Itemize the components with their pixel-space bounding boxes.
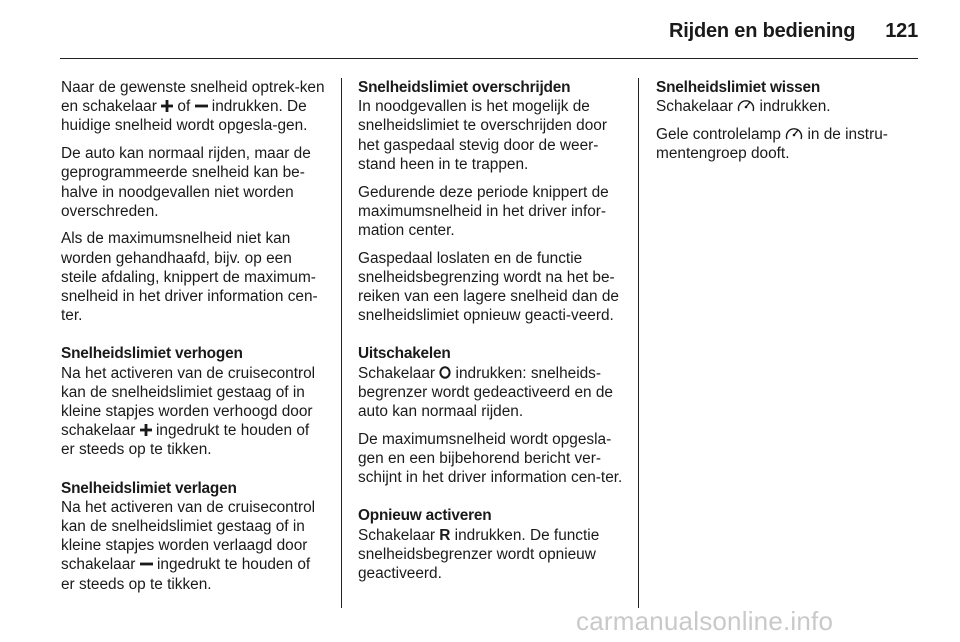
header-divider <box>60 58 918 59</box>
column-divider-1 <box>341 78 342 608</box>
page-title: Rijden en bediening <box>669 20 856 42</box>
paragraph: Schakelaar R indrukken. De functie snelheidsbegrenzer wordt opnieuw geactiveerd. <box>358 526 600 582</box>
section-heading: Snelheidslimiet verhogen <box>61 345 243 363</box>
paragraph: Schakelaar indrukken: snelheids-begrenzer wordt gedeactiveerd en de auto kan normaal rijden. <box>358 364 613 421</box>
paragraph: De auto kan normaal rijden, maar de geprogrammeerde snelheid kan be-halve in noodgevallen niet worden overschreden. <box>61 145 311 220</box>
section-heading: Snelheidslimiet wissen <box>656 79 821 96</box>
plus-icon <box>161 100 173 112</box>
plus-icon <box>140 424 152 436</box>
minus-icon <box>195 100 208 112</box>
circle-off-icon <box>439 366 451 379</box>
paragraph: Gele controlelamp in de instru-mentengroep dooft. <box>656 125 888 163</box>
minus-icon <box>140 558 153 570</box>
paragraph: Naar de gewenste snelheid optrek-ken en schakelaar of indrukken. De huidige snelheid wordt opgesla-gen. <box>61 79 325 135</box>
speed-limiter-icon <box>737 98 755 113</box>
speed-limiter-icon <box>785 126 803 141</box>
column-divider-2 <box>638 78 639 608</box>
page-number: 121 <box>885 20 918 42</box>
section-heading: Uitschakelen <box>358 345 451 363</box>
paragraph: Gedurende deze periode knippert de maximumsnelheid in het driver infor-mation center. <box>358 183 609 239</box>
column-3 <box>656 78 918 172</box>
column-2 <box>358 78 623 592</box>
section-heading: Snelheidslimiet overschrijden <box>358 79 571 96</box>
paragraph: Schakelaar indrukken. <box>656 98 831 116</box>
paragraph: De maximumsnelheid wordt opgesla-gen en een bijbehorend bericht ver-schijnt in het driver information cen-ter. <box>358 430 623 487</box>
paragraph: Na het activeren van de cruisecontrol kan de snelheidslimiet gestaag of in kleine stapjes worden verhoogd door schakelaar ingedrukt te houden of er steeds op te tikken. <box>61 364 316 459</box>
watermark: carmanualsonline.info <box>576 606 834 636</box>
paragraph: Gaspedaal loslaten en de functie snelheidsbegrenzing wordt na het be-reiken van een lagere snelheid dan de snelheidslimiet opnieuw geacti-veerd. <box>358 249 619 325</box>
resume-symbol: R <box>439 526 451 544</box>
page-header <box>669 20 918 43</box>
paragraph: Na het activeren van de cruisecontrol kan de snelheidslimiet gestaag of in kleine stapjes worden verlaagd door schakelaar ingedrukt te houden of er steeds op te tikken. <box>61 498 316 593</box>
column-1 <box>61 78 326 602</box>
paragraph: In noodgevallen is het mogelijk de snelheidslimiet te overschrijden door het gaspedaal stevig door de weer-stand heen in te trappen. <box>358 98 607 173</box>
section-heading: Snelheidslimiet verlagen <box>61 479 237 497</box>
paragraph: Als de maximumsnelheid niet kan worden gehandhaafd, bijv. op een steile afdaling, knippert de maximum-snelheid in het driver information cen-ter. <box>61 230 318 325</box>
section-heading: Opnieuw activeren <box>358 507 492 525</box>
